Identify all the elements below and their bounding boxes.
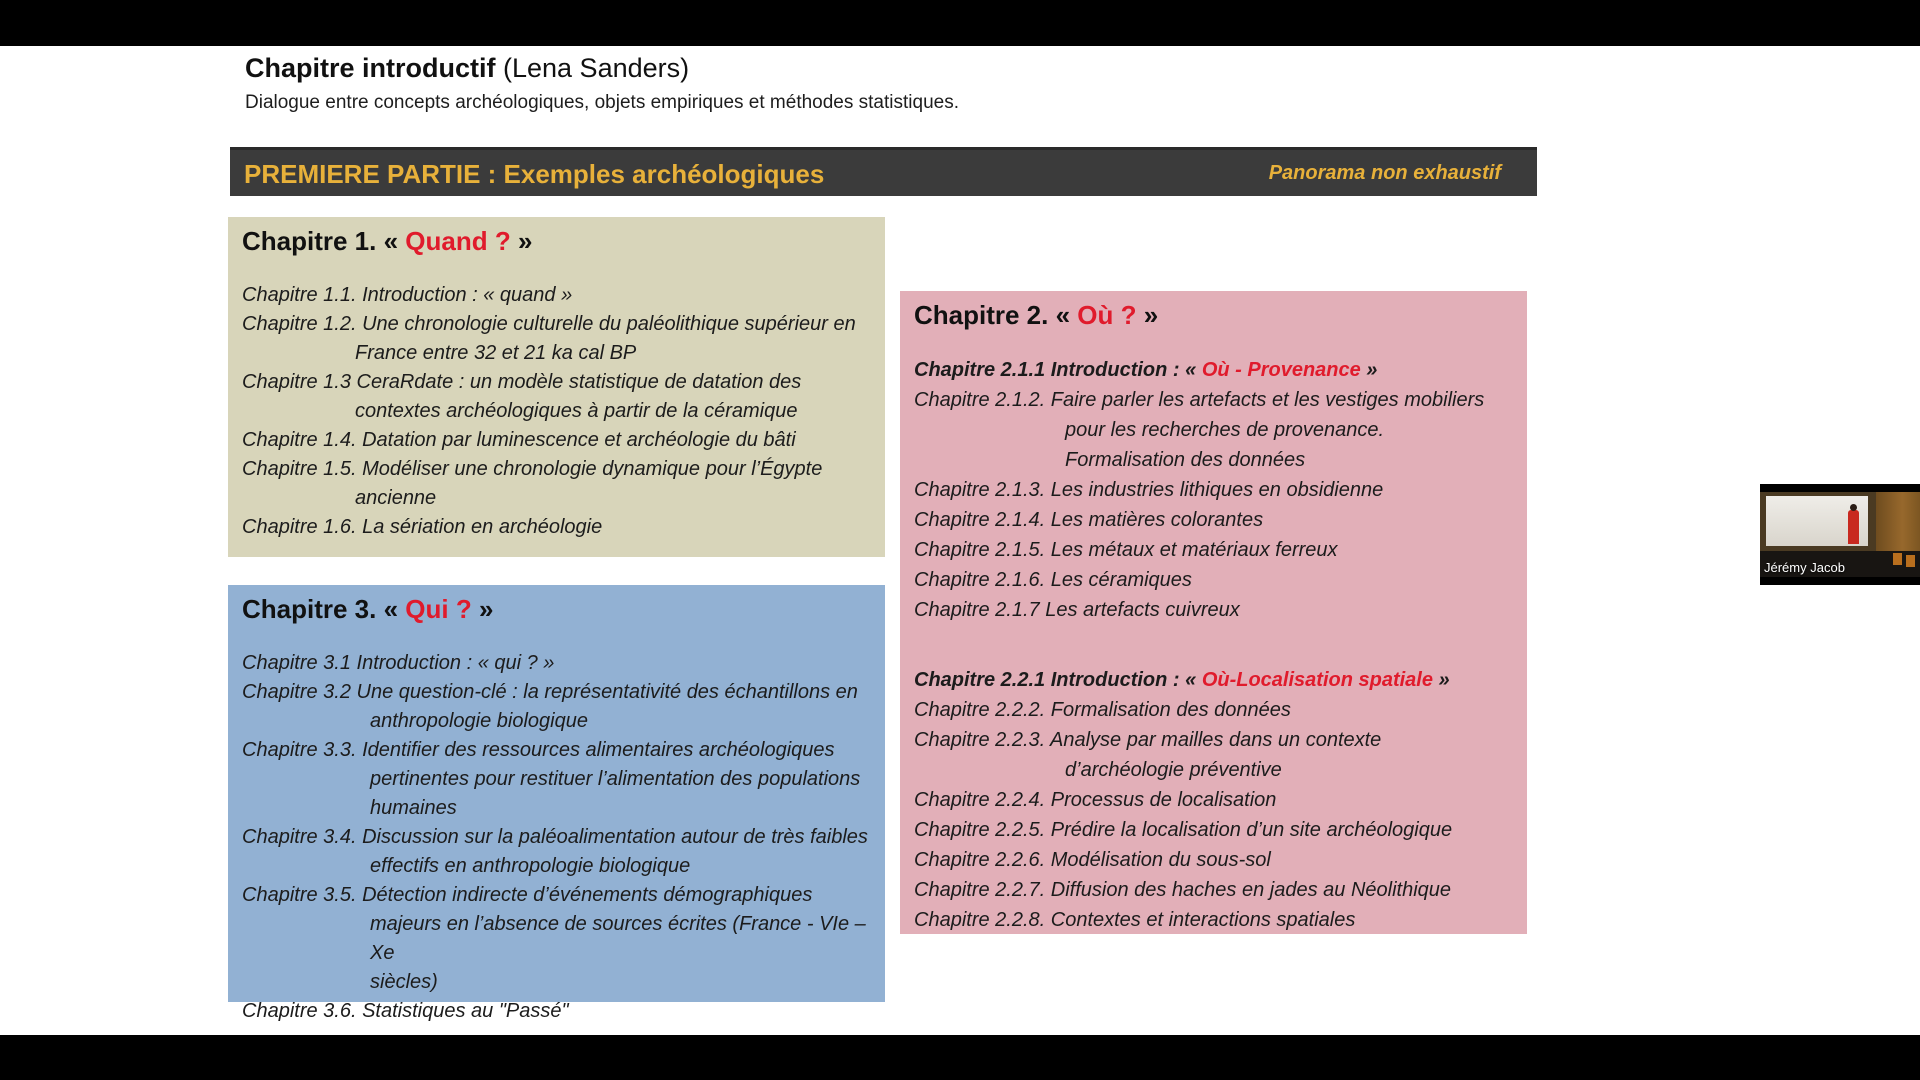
toc-item-highlight: Où-Localisation spatiale [1201, 669, 1433, 691]
toc-item-text: » [1360, 359, 1378, 381]
toc-item-text: Chapitre 2.1.5. Les métaux et matériaux ferreux [914, 539, 1338, 561]
toc-item-text: Chapitre 2.2.4. Processus de localisation [914, 789, 1277, 811]
toc-item [914, 355, 1515, 385]
slide-subtitle: Dialogue entre concepts archéologiques, objets empiriques et méthodes statistiques. [245, 92, 959, 113]
box-header-question: Quand ? [405, 226, 511, 256]
toc-item-text: Chapitre 2.2.8. Contextes et interactions spatiales [914, 909, 1356, 931]
toc-item [914, 875, 1515, 905]
box-content [228, 649, 885, 1026]
box-header-post: » [471, 594, 494, 624]
toc-item-text: Chapitre 1.2. Une chronologie culturelle du paléolithique supérieur en [242, 313, 856, 335]
toc-item [242, 678, 873, 736]
toc-item-highlight: Où - Provenance [1201, 359, 1361, 381]
toc-item-text: Chapitre 3.4. Discussion sur la paléoalimentation autour de très faibles [242, 826, 868, 848]
toc-item [242, 823, 873, 881]
toc-item [242, 649, 873, 678]
toc-group [242, 649, 873, 1026]
toc-item [242, 513, 873, 542]
toc-item [914, 595, 1515, 625]
toc-item-text: Chapitre 2.2.7. Diffusion des haches en jades au Néolithique [914, 879, 1452, 901]
toc-item-continuation: contextes archéologiques à partir de la céramique [355, 400, 798, 422]
chapter-box-qui [228, 585, 885, 1022]
toc-item-text: Chapitre 2.1.7 Les artefacts cuivreux [914, 599, 1240, 621]
toc-item [914, 565, 1515, 595]
chapter-box-quand [228, 217, 885, 557]
box-content [900, 355, 1527, 935]
toc-item [914, 505, 1515, 535]
toc-item-text: Chapitre 2.1.6. Les céramiques [914, 569, 1192, 591]
toc-item-text: Chapitre 2.2.6. Modélisation du sous-sol [914, 849, 1271, 871]
toc-item-continuation: ancienne [355, 487, 437, 509]
toc-item-continuation: pertinentes pour restituer l’alimentation des populations [370, 768, 861, 790]
toc-item-text: Chapitre 3.5. Détection indirecte d’événements démographiques [242, 884, 813, 906]
toc-item [242, 455, 873, 513]
box-header [900, 291, 1527, 331]
chair [1906, 555, 1915, 567]
webcam-participant-name: Jérémy Jacob [1764, 560, 1845, 575]
toc-item [914, 905, 1515, 935]
toc-item [242, 997, 873, 1026]
box-header-pre: Chapitre 3. « [242, 594, 406, 624]
toc-item [242, 310, 873, 368]
box-header [228, 217, 885, 257]
section-banner [230, 147, 1537, 196]
toc-item [242, 881, 873, 997]
box-header-pre: Chapitre 2. « [914, 300, 1078, 330]
box-header-question: Où ? [1077, 300, 1137, 330]
toc-item-text: Chapitre 1.5. Modéliser une chronologie dynamique pour l’Égypte [242, 458, 823, 480]
toc-item-text: Chapitre 2.1.1 Introduction : « [914, 359, 1202, 381]
toc-item-text: Chapitre 3.1 Introduction : « qui ? » [242, 652, 555, 674]
banner-title: PREMIERE PARTIE : Exemples archéologiques [244, 159, 825, 189]
chapter-box-ou [900, 291, 1527, 934]
toc-item-text: Chapitre 1.6. La sériation en archéologie [242, 516, 603, 538]
box-header [228, 585, 885, 625]
toc-item [914, 475, 1515, 505]
toc-item-text: Chapitre 1.1. Introduction : « quand » [242, 284, 573, 306]
toc-item-continuation: siècles) [370, 971, 438, 993]
box-header-post: » [510, 226, 533, 256]
toc-item-text: Chapitre 2.2.3. Analyse par mailles dans un contexte [914, 729, 1382, 751]
toc-item [914, 665, 1515, 695]
toc-item-continuation: d’archéologie préventive [1065, 759, 1282, 781]
box-content [228, 281, 885, 542]
toc-item-continuation: effectifs en anthropologie biologique [370, 855, 691, 877]
toc-item-text: Chapitre 3.6. Statistiques au "Passé" [242, 1000, 569, 1022]
chair [1893, 553, 1902, 565]
toc-item [914, 695, 1515, 725]
slide [0, 46, 1920, 1035]
toc-item [914, 845, 1515, 875]
toc-item-text: Chapitre 3.2 Une question-clé : la représentativité des échantillons en [242, 681, 858, 703]
toc-item [914, 815, 1515, 845]
box-header-post: » [1136, 300, 1159, 330]
toc-item-text: Chapitre 2.2.5. Prédire la localisation d’un site archéologique [914, 819, 1453, 841]
toc-item-text: Chapitre 2.1.2. Faire parler les artefacts et les vestiges mobiliers [914, 389, 1485, 411]
toc-item [242, 736, 873, 823]
toc-item-text: Chapitre 2.2.2. Formalisation des données [914, 699, 1291, 721]
webcam-thumbnail[interactable] [1760, 484, 1920, 585]
toc-item-continuation: anthropologie biologique [370, 710, 588, 732]
toc-item [914, 535, 1515, 565]
toc-item-text: Chapitre 2.1.4. Les matières colorantes [914, 509, 1264, 531]
toc-item [914, 725, 1515, 785]
banner-note: Panorama non exhaustif [1268, 162, 1501, 184]
toc-item [914, 385, 1515, 475]
toc-item-continuation: Formalisation des données [1065, 449, 1306, 471]
toc-item-continuation: France entre 32 et 21 ka cal BP [355, 342, 637, 364]
box-header-question: Qui ? [405, 594, 472, 624]
slide-title-main: Chapitre introductif [245, 53, 496, 83]
toc-item-text: Chapitre 2.1.3. Les industries lithiques en obsidienne [914, 479, 1384, 501]
presenter-figure [1848, 510, 1859, 544]
toc-item-text: Chapitre 1.4. Datation par luminescence et archéologie du bâti [242, 429, 796, 451]
toc-item [242, 281, 873, 310]
toc-item [914, 785, 1515, 815]
slide-title-author: (Lena Sanders) [495, 53, 690, 83]
slide-title [245, 53, 689, 84]
toc-item [242, 426, 873, 455]
toc-group [914, 355, 1515, 625]
toc-item [242, 368, 873, 426]
toc-item-continuation: pour les recherches de provenance. [1065, 419, 1385, 441]
toc-item-text: Chapitre 3.3. Identifier des ressources alimentaires archéologiques [242, 739, 835, 761]
box-header-pre: Chapitre 1. « [242, 226, 406, 256]
toc-item-continuation: humaines [370, 797, 457, 819]
toc-item-text: » [1432, 669, 1450, 691]
toc-group [242, 281, 873, 542]
toc-item-text: Chapitre 2.2.1 Introduction : « [914, 669, 1202, 691]
toc-item-text: Chapitre 1.3 CeraRdate : un modèle statistique de datation des [242, 371, 802, 393]
toc-item-continuation: majeurs en l’absence de sources écrites (France - VIe –Xe [370, 913, 866, 964]
toc-group [914, 665, 1515, 935]
